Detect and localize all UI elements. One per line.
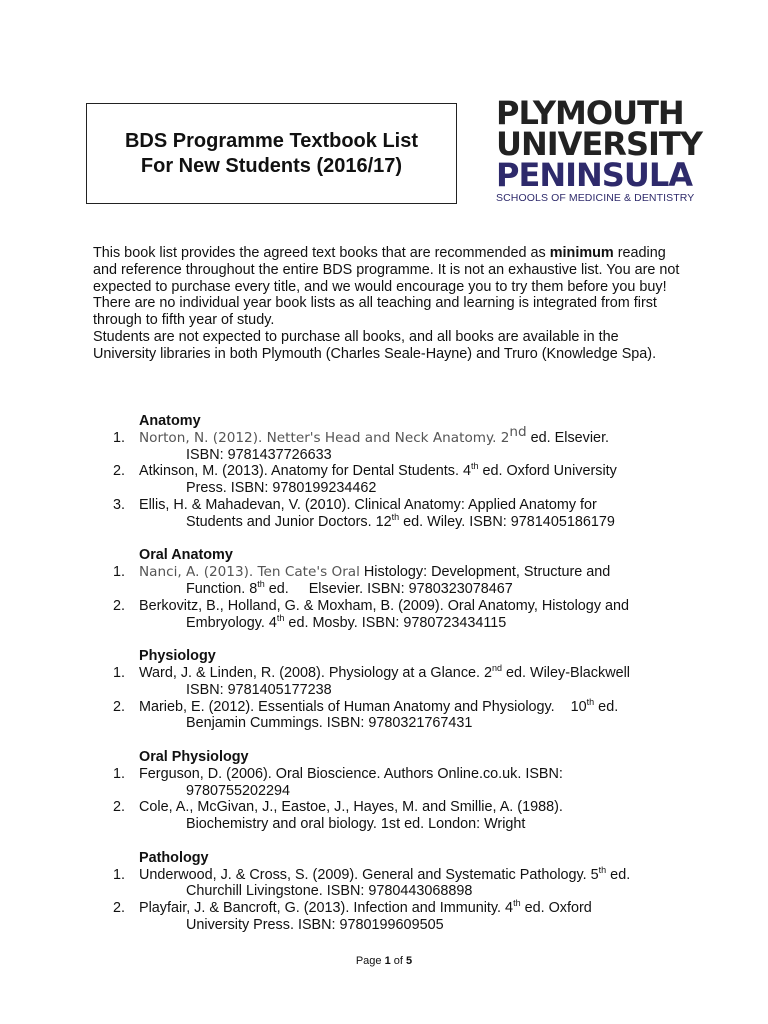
page-word: Page (355, 955, 382, 967)
section-heading: Oral Physiology (139, 748, 249, 765)
section-physiology (93, 648, 693, 732)
intro-paragraph-1: This book list provides the agreed text books that are recommended as minimum reading and reference throughout the entire BDS programme. It is not an exhaustive list. You are not expected to purchase every title, and we would encourage you to try them before you buy! (93, 245, 680, 295)
page-footer (0, 955, 768, 967)
list-item: 1. Nanci, A. (2013). Ten Cate's Oral Histology: Development, Structure and Function. 8th ed. Elsevier. ISBN: 9780323078467 (113, 564, 611, 597)
section-oral-anatomy (93, 547, 693, 631)
list-item: 3. Ellis, H. & Mahadevan, V. (2010). Clinical Anatomy: Applied Anatomy for Students and Junior Doctors. 12th ed. Wiley. ISBN: 9781405186179 (113, 496, 615, 530)
section-oral-physiology (93, 749, 693, 833)
logo-line1: PLYMOUTH (496, 94, 684, 132)
intro-paragraph-3: Students are not expected to purchase all books, and all books are available in the University libraries in both Plymouth (Charles Seale-Hayne) and Truro (Knowledge Spa). (93, 328, 657, 362)
list-item: 1. Norton, N. (2012). Netter's Head and Neck Anatomy. 2nd ed. Elsevier. ISBN: 9781437726633 (113, 424, 610, 463)
document-title-line2: For New Students (2016/17) (140, 154, 403, 177)
intro-paragraph-2: There are no individual year book lists as all teaching and learning is integrated from first through to fifth year of study. (93, 295, 657, 329)
section-heading: Oral Anatomy (139, 547, 233, 564)
book-list (93, 413, 693, 951)
logo-line2: UNIVERSITY (496, 125, 702, 163)
section-heading: Anatomy (139, 413, 201, 429)
list-item: 1. Ward, J. & Linden, R. (2008). Physiology at a Glance. 2nd ed. Wiley-Blackwell ISBN: 9781405177238 (113, 663, 630, 698)
document-title-line1: BDS Programme Textbook List (124, 129, 419, 152)
list-item: 2. Cole, A., McGivan, J., Eastoe, J., Hayes, M. and Smillie, A. (1988). Biochemistry and oral biology. 1st ed. London: Wright (113, 799, 563, 833)
list-item: 1. Underwood, J. & Cross, S. (2009). General and Systematic Pathology. 5th ed. Churchill Livingstone. ISBN: 9780443068898 (113, 864, 631, 900)
university-logo (496, 94, 716, 205)
section-anatomy (93, 413, 693, 531)
list-item: 2. Berkovitz, B., Holland, G. & Moxham, B. (2009). Oral Anatomy, Histology and Embryology. 4th ed. Mosby. ISBN: 9780723434115 (113, 597, 630, 631)
section-heading: Physiology (139, 648, 216, 665)
of-word: of (393, 955, 403, 967)
title-box (86, 103, 457, 204)
section-heading: Pathology (139, 849, 209, 866)
logo-subtitle: SCHOOLS OF MEDICINE & DENTISTRY (496, 192, 695, 204)
section-pathology (93, 850, 693, 934)
page-number: 1 (384, 955, 391, 967)
list-item: 1. Ferguson, D. (2006). Oral Bioscience. Authors Online.co.uk. ISBN: 9780755202294 (113, 765, 563, 799)
list-item: 2. Playfair, J. & Bancroft, G. (2013). Infection and Immunity. 4th ed. Oxford University Press. ISBN: 9780199609505 (113, 898, 592, 933)
page-total: 5 (406, 955, 413, 967)
list-item: 2. Marieb, E. (2012). Essentials of Human Anatomy and Physiology. 10th ed. Benjamin Cummings. ISBN: 9780321767431 (113, 696, 619, 732)
intro-text (93, 245, 683, 363)
list-item: 2. Atkinson, M. (2013). Anatomy for Dental Students. 4th ed. Oxford University Press. ISBN: 9780199234462 (113, 461, 617, 497)
logo-line3: PENINSULA (496, 156, 692, 194)
